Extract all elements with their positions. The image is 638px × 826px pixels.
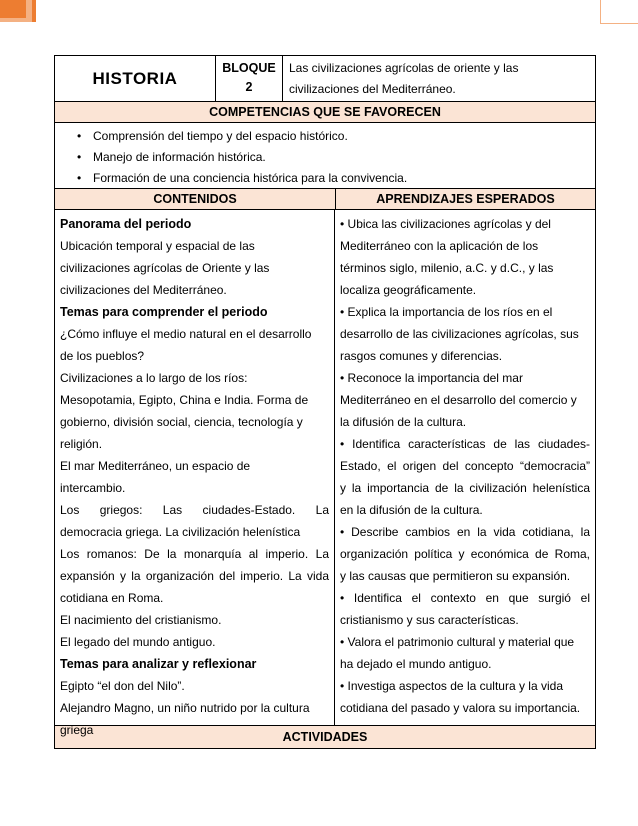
section-title: Temas para comprender el periodo: [60, 305, 268, 319]
competencia-item: • Comprensión del tiempo y del espacio histórico.: [93, 126, 595, 147]
content-line: El mar Mediterráneo, un espacio de: [60, 459, 251, 473]
contenidos-heading: CONTENIDOS: [55, 189, 336, 209]
content-line: El legado del mundo antiguo.: [60, 635, 216, 649]
aprendizajes-heading: APRENDIZAJES ESPERADOS: [376, 192, 555, 206]
aprendizaje-line: cristianismo y sus características.: [340, 613, 519, 627]
aprendizaje-line: Mediterráneo en el desarrollo del comercio y: [340, 393, 577, 407]
planning-table: [54, 55, 596, 749]
content-line: religión.: [60, 437, 103, 451]
content-line: El nacimiento del cristianismo.: [60, 613, 222, 627]
block-topic-line: civilizaciones del Mediterráneo.: [289, 82, 456, 96]
content-line: ¿Cómo influye el medio natural en el desarrollo: [60, 327, 312, 341]
block-topic-line: Las civilizaciones agrícolas de oriente y las: [289, 61, 519, 75]
aprendizaje-line: desarrollo de las civilizaciones agrícolas, sus: [340, 327, 579, 341]
content-line: gobierno, división social, ciencia, tecnología y: [60, 415, 303, 429]
aprendizaje-line: Estado, el origen del concepto “democracia”: [340, 459, 590, 473]
content-line: cotidiana en Roma.: [60, 591, 164, 605]
aprendizaje-line: • Identifica características de las ciudades-: [340, 437, 590, 451]
competencias-list: [55, 123, 595, 189]
block-label: BLOQUE: [222, 61, 276, 75]
columns-header-row: [55, 189, 595, 210]
content-line: civilizaciones agrícolas de Oriente y las: [60, 261, 270, 275]
content-line: civilizaciones del Mediterráneo.: [60, 283, 227, 297]
content-line: intercambio.: [60, 481, 126, 495]
content-line: Los romanos: De la monarquía al imperio. La: [60, 547, 329, 561]
content-line: democracia griega. La civilización helenística: [60, 525, 301, 539]
content-line: griega: [60, 723, 94, 737]
aprendizaje-line: • Ubica las civilizaciones agrícolas y del: [340, 217, 551, 231]
aprendizaje-line: organización política y económica de Roma,: [340, 547, 590, 561]
aprendizaje-line: la difusión de la cultura.: [340, 415, 467, 429]
aprendizaje-line: • Valora el patrimonio cultural y material que: [340, 635, 575, 649]
aprendizaje-line: ha dejado el mundo antiguo.: [340, 657, 492, 671]
content-line: Civilizaciones a lo largo de los ríos:: [60, 371, 248, 385]
aprendizaje-line: • Explica la importancia de los ríos en el: [340, 305, 553, 319]
aprendizaje-line: • Investiga aspectos de la cultura y la vida: [340, 679, 563, 693]
content-line: Egipto “el don del Nilo”.: [60, 679, 185, 693]
content-line: expansión y la organización del imperio. La vida: [60, 569, 329, 583]
content-line: Ubicación temporal y espacial de las: [60, 239, 255, 253]
content-line: Alejandro Magno, un niño nutrido por la cultura: [60, 701, 310, 715]
block-number: 2: [245, 80, 253, 94]
aprendizaje-line: y las causas que permitieron su expansión.: [340, 569, 571, 583]
aprendizaje-line: rasgos comunes y diferencias.: [340, 349, 503, 363]
content-line: Mesopotamia, Egipto, China e India. Forma de: [60, 393, 309, 407]
section-title: Temas para analizar y reflexionar: [60, 657, 257, 671]
page-corner-decoration-left: [0, 0, 36, 22]
aprendizaje-line: cotidiana del pasado y valora su importancia.: [340, 701, 581, 715]
aprendizaje-line: • Reconoce la importancia del mar: [340, 371, 523, 385]
header-row: [55, 56, 595, 102]
aprendizaje-line: y la importancia de la civilización helenística: [340, 481, 590, 495]
content-line: de los pueblos?: [60, 349, 145, 363]
contenidos-column: [55, 210, 335, 737]
block-cell: [216, 56, 283, 101]
competencia-item: • Manejo de información histórica.: [93, 147, 595, 168]
aprendizaje-line: localiza geográficamente.: [340, 283, 477, 297]
aprendizaje-line: términos siglo, milenio, a.C. y d.C., y las: [340, 261, 554, 275]
subject-title: HISTORIA: [55, 56, 216, 101]
actividades-heading: ACTIVIDADES: [55, 726, 595, 748]
block-topic: [283, 56, 595, 101]
competencia-item: • Formación de una conciencia histórica para la convivencia.: [93, 168, 595, 189]
content-line: Los griegos: Las ciudades-Estado. La: [60, 503, 329, 517]
aprendizaje-line: • Identifica el contexto en que surgió el: [340, 591, 590, 605]
aprendizaje-line: en la difusión de la cultura.: [340, 503, 483, 517]
aprendizajes-column: [335, 210, 595, 725]
page-corner-decoration-right: [600, 0, 638, 24]
aprendizaje-line: • Describe cambios en la vida cotidiana, la: [340, 525, 590, 539]
aprendizaje-line: Mediterráneo con la aplicación de los: [340, 239, 539, 253]
competencias-heading: COMPETENCIAS QUE SE FAVORECEN: [55, 102, 595, 123]
section-title: Panorama del periodo: [60, 217, 192, 231]
